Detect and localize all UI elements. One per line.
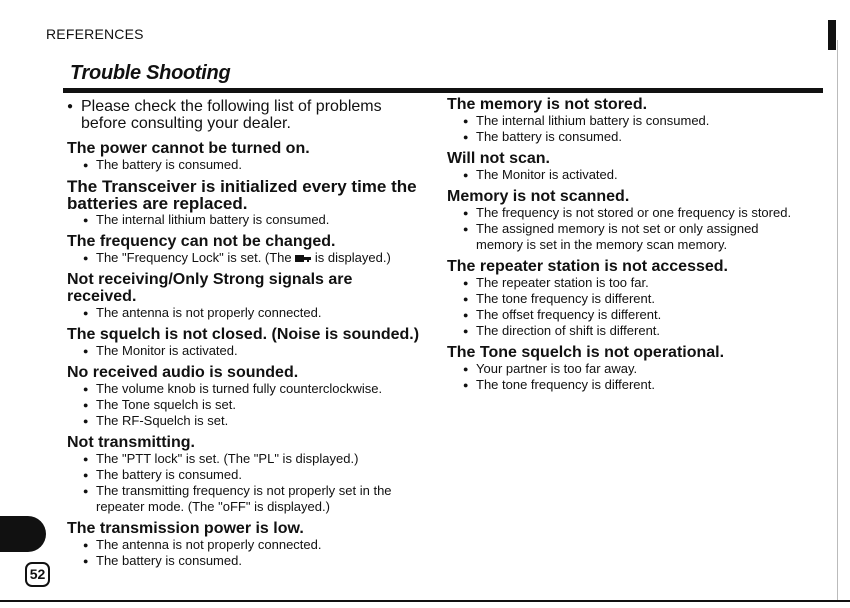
problem-heading: The power cannot be turned on. bbox=[67, 140, 310, 157]
cause-list bbox=[447, 205, 797, 253]
cause-item: ● The transmitting frequency is not properly set in the repeater mode. (The "oFF" is displayed.) bbox=[83, 483, 420, 515]
cause-list bbox=[67, 157, 420, 173]
cause-item: ● The antenna is not properly connected. bbox=[83, 537, 420, 553]
page-number: 52 bbox=[25, 562, 50, 587]
problem-item bbox=[67, 178, 420, 228]
problem-heading: Will not scan. bbox=[447, 150, 550, 167]
right-column bbox=[447, 96, 797, 393]
cause-item: ● The Tone squelch is set. bbox=[83, 397, 420, 413]
cause-item: ● The RF-Squelch is set. bbox=[83, 413, 420, 429]
left-column bbox=[67, 96, 420, 569]
intro-text: ● Please check the following list of problems before consulting your dealer. bbox=[67, 98, 420, 132]
problem-heading: The Tone squelch is not operational. bbox=[447, 344, 725, 361]
problem-item bbox=[67, 271, 420, 321]
page-edge-line bbox=[837, 40, 838, 600]
cause-item: ● The antenna is not properly connected. bbox=[83, 305, 420, 321]
problem-heading: The Transceiver is initialized every time the batteries are replaced. bbox=[67, 177, 417, 213]
cause-text: is displayed.) bbox=[314, 250, 391, 265]
cause-item: ● The direction of shift is different. bbox=[463, 323, 797, 339]
cause-item: ● The internal lithium battery is consumed. bbox=[463, 113, 797, 129]
cause-item: ● The volume knob is turned fully counterclockwise. bbox=[83, 381, 420, 397]
cause-list bbox=[447, 167, 797, 183]
problem-item bbox=[67, 364, 420, 429]
problem-item bbox=[447, 344, 797, 393]
cause-item: ● The tone frequency is different. bbox=[463, 377, 797, 393]
page-title: Trouble Shooting bbox=[70, 62, 231, 84]
section-label: REFERENCES bbox=[46, 26, 144, 42]
problem-heading: The frequency can not be changed. bbox=[67, 233, 336, 250]
problem-heading: The repeater station is not accessed. bbox=[447, 258, 728, 275]
problem-item bbox=[67, 233, 420, 266]
cause-item: ● The tone frequency is different. bbox=[463, 291, 797, 307]
cause-item: ● The Monitor is activated. bbox=[463, 167, 797, 183]
cause-item: ● The battery is consumed. bbox=[83, 467, 420, 483]
cause-list bbox=[67, 537, 420, 569]
problem-heading: No received audio is sounded. bbox=[67, 364, 299, 381]
cause-list bbox=[67, 451, 420, 515]
problem-item bbox=[447, 188, 797, 253]
cause-list bbox=[447, 361, 797, 393]
problem-item bbox=[67, 434, 420, 515]
problem-heading: Memory is not scanned. bbox=[447, 188, 630, 205]
cause-item: ● The offset frequency is different. bbox=[463, 307, 797, 323]
cause-list bbox=[67, 343, 420, 359]
problem-item bbox=[67, 140, 420, 173]
cause-item: ● The frequency is not stored or one frequency is stored. bbox=[463, 205, 797, 221]
problem-heading: Not receiving/Only Strong signals are received. bbox=[67, 271, 353, 305]
cause-text: The "Frequency Lock" is set. (The bbox=[96, 250, 292, 265]
cause-list bbox=[67, 305, 420, 321]
problem-heading: The squelch is not closed. (Noise is sounded.) bbox=[67, 326, 420, 343]
problem-item bbox=[447, 96, 797, 145]
cause-list bbox=[67, 381, 420, 429]
cause-list bbox=[447, 113, 797, 145]
cause-item: ● The "PTT lock" is set. (The "PL" is displayed.) bbox=[83, 451, 420, 467]
bottom-rule bbox=[0, 600, 850, 602]
problem-item bbox=[67, 520, 420, 569]
cause-item: ● The Monitor is activated. bbox=[83, 343, 420, 359]
cause-list bbox=[67, 250, 420, 266]
cause-item: ● The internal lithium battery is consumed. bbox=[83, 212, 420, 228]
page-edge-mark bbox=[828, 20, 836, 50]
title-rule bbox=[63, 88, 823, 93]
cause-item bbox=[83, 250, 420, 266]
cause-item: ● Your partner is too far away. bbox=[463, 361, 797, 377]
problem-heading: The transmission power is low. bbox=[67, 520, 304, 537]
cause-list bbox=[447, 275, 797, 339]
cause-item: ● The assigned memory is not set or only assigned memory is set in the memory scan memory. bbox=[463, 221, 797, 253]
problem-item bbox=[447, 150, 797, 183]
problem-item bbox=[447, 258, 797, 339]
key-lock-icon bbox=[295, 254, 311, 263]
problem-heading: Not transmitting. bbox=[67, 434, 195, 451]
thumb-tab bbox=[0, 516, 46, 552]
cause-item: ● The repeater station is too far. bbox=[463, 275, 797, 291]
cause-item: ● The battery is consumed. bbox=[83, 157, 420, 173]
problem-item bbox=[67, 326, 420, 359]
cause-item: ● The battery is consumed. bbox=[463, 129, 797, 145]
cause-item: ● The battery is consumed. bbox=[83, 553, 420, 569]
problem-heading: The memory is not stored. bbox=[447, 96, 648, 113]
cause-list bbox=[67, 212, 420, 228]
